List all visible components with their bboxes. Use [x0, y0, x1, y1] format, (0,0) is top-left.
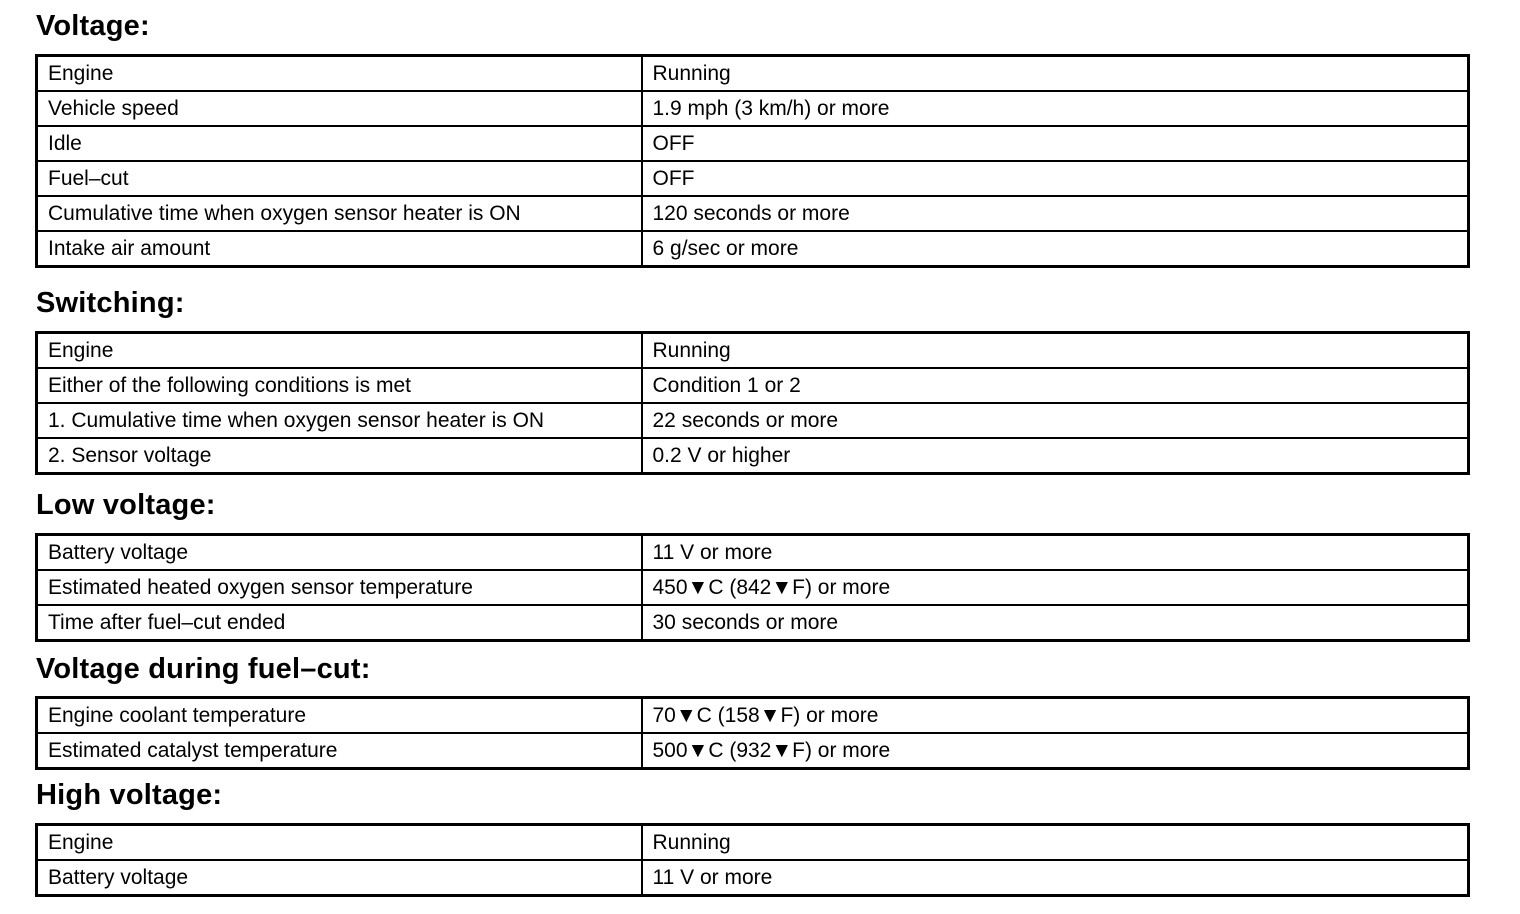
section-heading-voltage-during-fuel-cut: Voltage during fuel–cut: [36, 653, 371, 685]
table-row [37, 56, 1469, 92]
value-cell: 11 V or more [642, 535, 1469, 571]
condition-cell: Idle [37, 126, 642, 161]
section-heading-voltage: Voltage: [36, 10, 150, 42]
condition-cell: Engine [37, 56, 642, 92]
condition-cell: Battery voltage [37, 860, 642, 896]
section-heading-low-voltage: Low voltage: [36, 489, 216, 521]
condition-cell: Engine coolant temperature [37, 698, 642, 734]
condition-cell: Engine [37, 333, 642, 369]
value-cell: 450▼C (842▼F) or more [642, 570, 1469, 605]
value-cell: 6 g/sec or more [642, 231, 1469, 267]
condition-cell: Intake air amount [37, 231, 642, 267]
condition-cell: Battery voltage [37, 535, 642, 571]
condition-cell: Engine [37, 825, 642, 861]
condition-cell: Vehicle speed [37, 91, 642, 126]
condition-cell: Either of the following conditions is met [37, 368, 642, 403]
value-cell: Running [642, 56, 1469, 92]
value-cell: 0.2 V or higher [642, 438, 1469, 474]
table-row [37, 733, 1469, 769]
table-row [37, 605, 1469, 641]
high-voltage-conditions-table [35, 823, 1470, 897]
value-cell: 120 seconds or more [642, 196, 1469, 231]
condition-cell: Fuel–cut [37, 161, 642, 196]
table-row [37, 698, 1469, 734]
table-row [37, 825, 1469, 861]
condition-cell: Estimated heated oxygen sensor temperature [37, 570, 642, 605]
table-row [37, 535, 1469, 571]
table-row [37, 368, 1469, 403]
value-cell: Running [642, 333, 1469, 369]
table-row [37, 91, 1469, 126]
value-cell: Running [642, 825, 1469, 861]
value-cell: 500▼C (932▼F) or more [642, 733, 1469, 769]
section-heading-high-voltage: High voltage: [36, 779, 223, 811]
value-cell: 1.9 mph (3 km/h) or more [642, 91, 1469, 126]
condition-cell: Estimated catalyst temperature [37, 733, 642, 769]
table-row [37, 333, 1469, 369]
value-cell: 70▼C (158▼F) or more [642, 698, 1469, 734]
section-heading-switching: Switching: [36, 287, 185, 319]
value-cell: 30 seconds or more [642, 605, 1469, 641]
table-row [37, 570, 1469, 605]
fuel-cut-conditions-table [35, 696, 1470, 770]
condition-cell: 1. Cumulative time when oxygen sensor heater is ON [37, 403, 642, 438]
condition-cell: Cumulative time when oxygen sensor heater is ON [37, 196, 642, 231]
condition-cell: 2. Sensor voltage [37, 438, 642, 474]
low-voltage-conditions-table [35, 533, 1470, 642]
value-cell: Condition 1 or 2 [642, 368, 1469, 403]
value-cell: 11 V or more [642, 860, 1469, 896]
table-row [37, 196, 1469, 231]
table-row [37, 438, 1469, 474]
switching-conditions-table [35, 331, 1470, 475]
value-cell: 22 seconds or more [642, 403, 1469, 438]
table-row [37, 231, 1469, 267]
table-row [37, 126, 1469, 161]
value-cell: OFF [642, 126, 1469, 161]
value-cell: OFF [642, 161, 1469, 196]
table-row [37, 161, 1469, 196]
voltage-conditions-table [35, 54, 1470, 268]
condition-cell: Time after fuel–cut ended [37, 605, 642, 641]
table-row [37, 860, 1469, 896]
table-row [37, 403, 1469, 438]
